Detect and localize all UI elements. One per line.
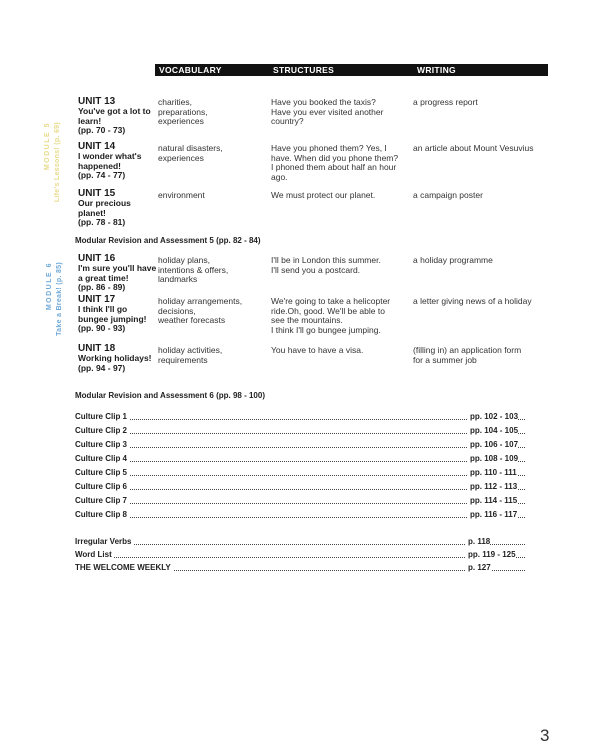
unit-15-structures: We must protect our planet.	[271, 190, 376, 200]
unit-number: UNIT 17	[78, 294, 116, 305]
unit-14-writing: an article about Mount Vesuvius	[413, 143, 534, 153]
unit-pages: (pp. 94 - 97)	[78, 362, 126, 373]
clip-label: Culture Clip 3	[75, 440, 128, 449]
unit-pages: (pp. 74 - 77)	[78, 170, 126, 180]
unit-number: UNIT 14	[78, 141, 116, 152]
unit-14-structures: Have you phoned them? Yes, I have. When did you phone them? I phoned them about half an hour ago.	[271, 143, 399, 182]
culture-clip-row[interactable]	[75, 412, 525, 424]
unit-16-vocabulary: holiday plans, intentions & offers, landmarks	[158, 255, 229, 284]
clip-label: Culture Clip 7	[75, 496, 128, 505]
extra-pages: pp. 119 - 125	[465, 550, 516, 559]
clip-pages: pp. 112 - 113	[467, 482, 517, 491]
culture-clip-row[interactable]	[75, 454, 525, 466]
clip-pages: pp. 110 - 111	[467, 468, 517, 477]
culture-clip-row[interactable]	[75, 482, 525, 494]
modular-revision-6: Modular Revision and Assessment 6 (pp. 98 - 100)	[75, 391, 265, 400]
unit-15-vocabulary: environment	[158, 190, 205, 200]
unit-18-vocabulary: holiday activities, requirements	[158, 345, 223, 365]
irregular-verbs-row[interactable]	[75, 537, 525, 549]
unit-15-writing: a campaign poster	[413, 190, 483, 200]
column-header-bar	[155, 64, 548, 76]
clip-label: Culture Clip 4	[75, 454, 128, 463]
culture-clip-row[interactable]	[75, 510, 525, 522]
unit-16-structures: I'll be in London this summer. I'll send you a postcard.	[271, 255, 381, 275]
extra-label: Irregular Verbs	[75, 537, 132, 546]
module-5-label: MODULE 5	[44, 122, 51, 171]
unit-16-writing: a holiday programme	[413, 255, 493, 265]
unit-17-structures: We're going to take a helicopter ride.Oh, good. We'll be able to see the mountains. I think I'll go bungee jumping.	[271, 296, 391, 335]
clip-label: Culture Clip 2	[75, 426, 128, 435]
unit-number: UNIT 13	[78, 96, 116, 107]
clip-label: Culture Clip 5	[75, 468, 128, 477]
clip-pages: pp. 106 - 107	[467, 440, 518, 449]
extra-pages: p. 118	[465, 537, 490, 546]
clip-pages: pp. 104 - 105	[467, 426, 518, 435]
culture-clip-row[interactable]	[75, 496, 525, 508]
unit-15-heading	[78, 188, 158, 228]
clip-label: Culture Clip 1	[75, 412, 128, 421]
unit-13-heading	[78, 96, 158, 136]
clip-pages: pp. 114 - 115	[467, 496, 517, 505]
module-6-label: MODULE 6	[46, 262, 53, 311]
unit-pages: (pp. 90 - 93)	[78, 323, 126, 333]
unit-18-structures: You have to have a visa.	[271, 345, 364, 355]
unit-14-vocabulary: natural disasters, experiences	[158, 143, 223, 163]
header-structures: STRUCTURES	[273, 65, 335, 75]
clip-pages: pp. 108 - 109	[467, 454, 518, 463]
modular-revision-5: Modular Revision and Assessment 5 (pp. 82 - 84)	[75, 236, 261, 245]
header-writing: WRITING	[417, 65, 456, 75]
unit-title: I wonder what's happened!	[78, 151, 142, 171]
unit-title: I'm sure you'll have a great time!	[78, 263, 157, 283]
unit-18-writing: (filling in) an application form for a summer job	[413, 345, 522, 365]
unit-17-vocabulary: holiday arrangements, decisions, weather forecasts	[158, 296, 243, 325]
clip-label: Culture Clip 8	[75, 510, 128, 519]
unit-18-heading	[78, 343, 158, 373]
page-number: 3	[540, 726, 550, 745]
unit-title: Our precious planet!	[78, 198, 131, 218]
unit-title: I think I'll go bungee jumping!	[78, 304, 147, 324]
unit-title: You've got a lot to learn!	[78, 106, 151, 126]
culture-clip-row[interactable]	[75, 426, 525, 438]
unit-14-heading	[78, 141, 158, 181]
unit-number: UNIT 18	[78, 343, 116, 354]
extra-label: THE WELCOME WEEKLY	[75, 563, 171, 572]
culture-clip-row[interactable]	[75, 468, 525, 480]
unit-number: UNIT 15	[78, 188, 116, 199]
clip-pages: pp. 116 - 117	[467, 510, 517, 519]
module-6-title: Take a Break! (p. 85)	[56, 262, 63, 336]
unit-13-structures: Have you booked the taxis? Have you ever visited another country?	[271, 97, 384, 126]
culture-clip-row[interactable]	[75, 440, 525, 452]
unit-13-vocabulary: charities, preparations, experiences	[158, 97, 208, 126]
unit-title: Working holidays!	[78, 353, 152, 363]
unit-pages: (pp. 86 - 89)	[78, 282, 126, 292]
clip-pages: pp. 102 - 103	[467, 412, 518, 421]
welcome-weekly-row[interactable]	[75, 563, 525, 575]
header-vocabulary: VOCABULARY	[159, 65, 222, 75]
unit-16-heading	[78, 253, 158, 293]
unit-17-heading	[78, 294, 158, 334]
unit-number: UNIT 16	[78, 253, 116, 264]
unit-pages: (pp. 78 - 81)	[78, 217, 126, 227]
clip-label: Culture Clip 6	[75, 482, 128, 491]
word-list-row[interactable]	[75, 550, 525, 562]
module-5-title: Life's Lessons! (p. 69)	[54, 122, 61, 203]
extra-pages: p. 127	[465, 563, 491, 572]
unit-pages: (pp. 70 - 73)	[78, 125, 126, 135]
unit-13-writing: a progress report	[413, 97, 478, 107]
unit-17-writing: a letter giving news of a holiday	[413, 296, 532, 306]
extra-label: Word List	[75, 550, 112, 559]
